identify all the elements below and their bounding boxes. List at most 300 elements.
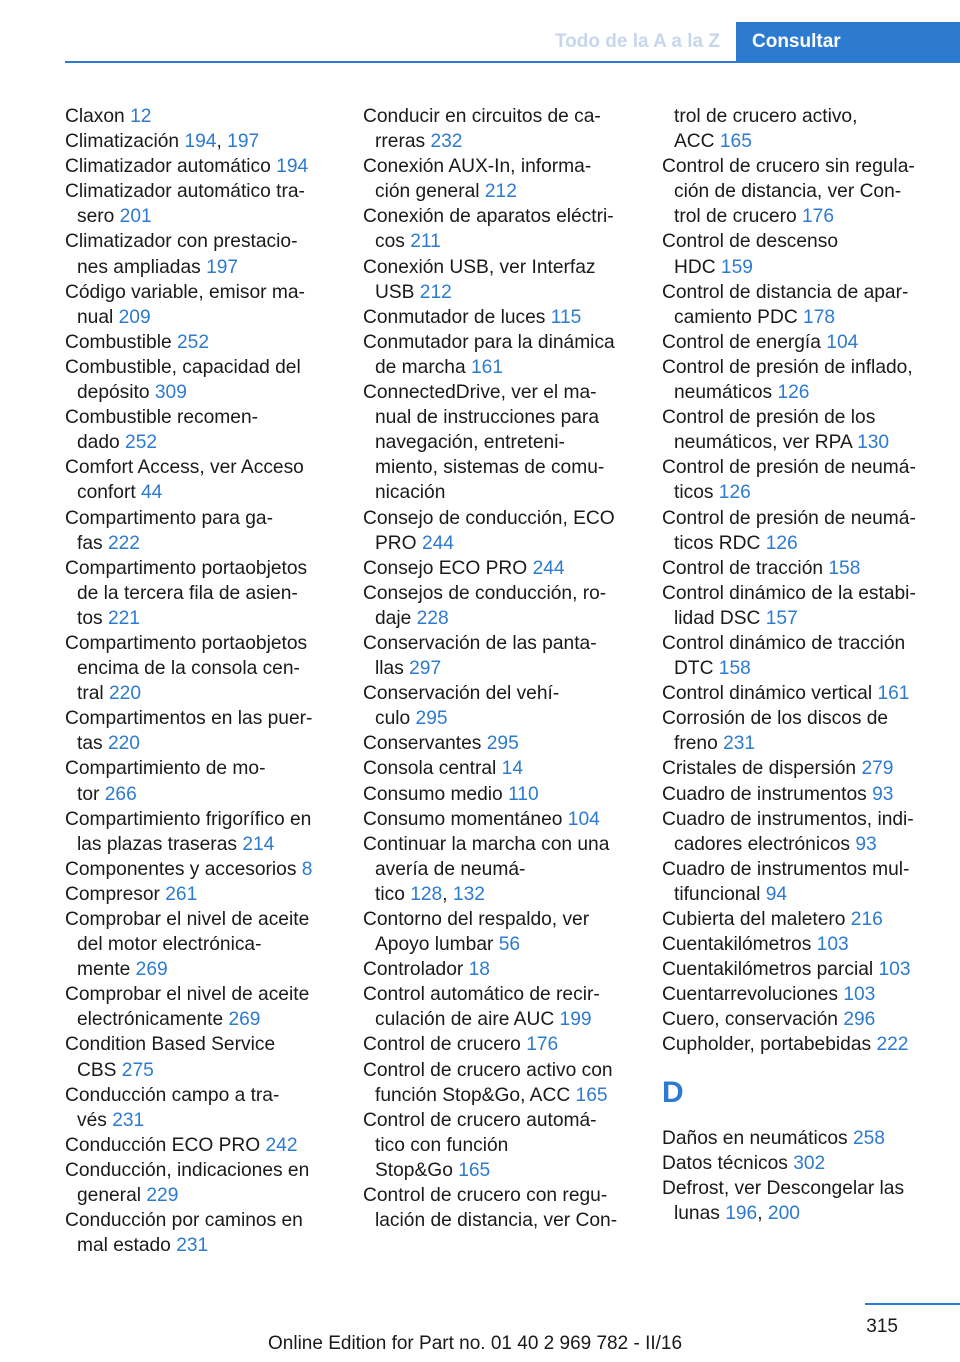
index-entry-text: DTC [674, 658, 714, 680]
index-entry-line [77, 305, 330, 330]
index-entry-line [77, 1183, 330, 1208]
index-entry-text: Cuentakilómetros [662, 934, 812, 956]
page-reference-link[interactable]: 18 [468, 959, 490, 981]
index-entry-line [375, 179, 628, 204]
index-entry-text: Componentes y accesorios [65, 858, 297, 880]
index-entry-text: general [77, 1185, 142, 1207]
page-reference-link[interactable]: 103 [878, 959, 911, 981]
page-reference-link[interactable]: 93 [855, 833, 877, 855]
index-entry-line [363, 982, 628, 1007]
index-entry-line [662, 455, 927, 480]
page-reference-link[interactable]: 197 [227, 131, 260, 153]
page-reference-link[interactable]: 231 [723, 733, 756, 755]
index-entry-text: Compartimento portaobjetos [65, 557, 308, 579]
index-entry-text: mente [77, 959, 131, 981]
page-reference-link[interactable]: 199 [559, 1009, 592, 1031]
index-entry [363, 756, 628, 781]
index-entry [662, 782, 927, 807]
index-entry-text: Conducción, indicaciones en [65, 1159, 310, 1181]
index-entry [65, 807, 330, 857]
page-reference-link[interactable]: 165 [575, 1084, 608, 1106]
index-entry-line [65, 631, 330, 656]
index-entry [363, 731, 628, 756]
index-entry-line: lunas 196, 200 [674, 1202, 800, 1224]
index-entry-text: trol de crucero [674, 206, 797, 228]
index-entry-line [65, 1083, 330, 1108]
index-entry-line [662, 330, 927, 355]
index-entry-line [77, 480, 330, 505]
index-entry [65, 1208, 330, 1258]
page-reference-link[interactable]: 297 [409, 658, 442, 680]
page-reference-link[interactable]: 220 [109, 683, 142, 705]
index-entry-line [662, 706, 927, 731]
index-entry-line [674, 104, 927, 129]
index-entry-text: Conmutador de luces [363, 306, 546, 328]
index-entry [363, 1058, 628, 1108]
index-entry-text: neumáticos [674, 382, 773, 404]
page-reference-link[interactable]: 222 [876, 1034, 909, 1056]
page-reference-link[interactable]: 165 [458, 1159, 491, 1181]
header-divider [65, 61, 960, 63]
index-entry-text: Consejo de conducción, ECO [363, 507, 615, 529]
index-entry-line [375, 455, 628, 480]
index-entry [65, 455, 330, 505]
index-entry-line [375, 129, 628, 154]
index-entry [65, 1133, 330, 1158]
page-reference-link[interactable]: 176 [526, 1034, 559, 1056]
index-entry [662, 857, 927, 907]
index-entry-line [662, 154, 927, 179]
index-entry-line [674, 204, 927, 229]
page-reference-link[interactable]: 258 [852, 1127, 885, 1149]
page-reference-link[interactable]: 269 [228, 1009, 261, 1031]
index-entry-text: ticos RDC [674, 532, 761, 554]
index-entry-text: trol de crucero activo, [674, 106, 858, 127]
index-entry-text: Conexión de aparatos eléctri- [363, 206, 614, 228]
index-entry [363, 957, 628, 982]
index-entry-text: Climatizador automático [65, 156, 271, 178]
index-entry-line [662, 506, 927, 531]
index-entry-text: Control de presión de neumá- [662, 507, 916, 529]
page-reference-link[interactable]: 126 [777, 382, 810, 404]
index-entry-text: neumáticos, ver RPA [674, 432, 852, 454]
index-column-3 [662, 104, 927, 1226]
page-reference-link[interactable]: 244 [421, 532, 454, 554]
index-entry-line [77, 430, 330, 455]
index-entry-text: HDC [674, 256, 716, 278]
index-entry-text: ticos [674, 482, 714, 504]
index-entry-text: electrónicamente [77, 1009, 224, 1031]
index-entry [363, 631, 628, 681]
index-entry [65, 882, 330, 907]
index-entry-text: ción general [375, 181, 480, 203]
index-entry-text: de la tercera fila de asien- [77, 582, 298, 604]
page-reference-link[interactable]: 252 [125, 432, 158, 454]
index-entry-line [375, 932, 628, 957]
index-entry [363, 1032, 628, 1057]
index-entry-line [674, 531, 927, 556]
page-reference-link[interactable]: 244 [532, 557, 565, 579]
index-entry-line [662, 957, 927, 982]
page-number: 315 [866, 1316, 898, 1337]
page-reference-link[interactable]: 212 [484, 181, 517, 203]
index-entry-text: CBS [77, 1059, 117, 1081]
index-entry-text: avería de neumá- [375, 858, 526, 880]
index-entry-text: Conexión AUX-In, informa- [363, 156, 592, 178]
page-reference-link[interactable]: 196 [725, 1202, 758, 1224]
index-entry [662, 280, 927, 330]
index-entry-line [363, 832, 628, 857]
index-entry [662, 104, 927, 154]
index-entry-line [363, 154, 628, 179]
page-reference-link[interactable]: 212 [419, 281, 452, 303]
index-entry-text: Claxon [65, 106, 125, 127]
index-entry [662, 1032, 927, 1057]
page-reference-link[interactable]: 231 [112, 1109, 145, 1131]
page-reference-link[interactable]: 200 [767, 1202, 800, 1224]
index-entry-line [65, 455, 330, 480]
index-entry-text: cos [375, 231, 405, 253]
index-entry [363, 506, 628, 556]
index-entry [65, 857, 330, 882]
index-entry-text: Cuero, conservación [662, 1009, 838, 1031]
index-entry-text: llas [375, 658, 404, 680]
index-entry-line [662, 280, 927, 305]
page-reference-link[interactable]: 159 [720, 256, 753, 278]
index-entry-line [65, 405, 330, 430]
index-entry-text: lidad DSC [674, 607, 761, 629]
index-entry-line [662, 756, 927, 781]
index-entry [65, 154, 330, 179]
index-entry-text: tico con función [375, 1134, 509, 1156]
index-entry-line [662, 907, 927, 932]
index-entry-text: USB [375, 281, 415, 303]
index-entry [65, 556, 330, 631]
index-entry-text: depósito [77, 382, 150, 404]
index-entry-text: Control de distancia de apar- [662, 281, 909, 303]
index-entry-line [363, 1032, 628, 1057]
index-entry-line [65, 982, 330, 1007]
index-entry-line [375, 405, 628, 430]
index-entry-line [662, 1151, 927, 1176]
index-entry-text: lación de distancia, ver Con- [375, 1210, 618, 1232]
index-entry [662, 1126, 927, 1151]
index-entry-text: daje [375, 607, 412, 629]
index-entry-line [363, 1108, 628, 1133]
page-reference-link[interactable]: 220 [107, 733, 140, 755]
index-entry-text: fas [77, 532, 103, 554]
index-entry-text: Control de presión de inflado, [662, 356, 913, 378]
index-entry-line [65, 882, 330, 907]
index-entry-line [65, 807, 330, 832]
index-entry-text: Control de crucero con regu- [363, 1185, 608, 1207]
index-entry-text: ción de distancia, ver Con- [674, 181, 902, 203]
index-entry-text: Comfort Access, ver Acceso [65, 457, 304, 479]
index-entry [363, 104, 628, 154]
index-entry [363, 907, 628, 957]
page-reference-link[interactable]: 161 [877, 683, 910, 705]
index-entry-text: Climatizador automático tra- [65, 181, 305, 203]
index-entry-text: Combustible [65, 331, 172, 353]
index-entry-text: tos [77, 607, 103, 629]
index-entry-line [674, 606, 927, 631]
index-entry-text: Datos técnicos [662, 1152, 788, 1174]
index-entry-text: Corrosión de los discos de [662, 708, 889, 730]
page-reference-link[interactable]: 231 [176, 1235, 209, 1257]
page-reference-link[interactable]: 209 [118, 306, 151, 328]
index-entry-text: Conexión USB, ver Interfaz [363, 256, 596, 278]
index-entry [662, 932, 927, 957]
index-entry-text: Daños en neumáticos [662, 1127, 848, 1149]
index-entry-line [77, 832, 330, 857]
index-entry-line [363, 204, 628, 229]
page-reference-link[interactable]: 229 [146, 1185, 179, 1207]
index-entry-text: Cupholder, portabebidas [662, 1034, 872, 1056]
index-entry [363, 380, 628, 505]
page-reference-link[interactable]: 130 [857, 432, 890, 454]
index-entry-line [375, 1083, 628, 1108]
index-entry-line [77, 204, 330, 229]
index-entry-line [363, 1058, 628, 1083]
index-entry-text: de marcha [375, 356, 466, 378]
index-entry-line [77, 656, 330, 681]
index-entry-line [662, 982, 927, 1007]
page-reference-link[interactable]: 94 [765, 883, 788, 905]
index-entry-line [65, 280, 330, 305]
index-entry [363, 581, 628, 631]
index-entry-text: Control de tracción [662, 557, 824, 579]
index-entry-text: función Stop&Go, ACC [375, 1084, 571, 1106]
index-entry-line [674, 882, 927, 907]
index-entry-text: nes ampliadas [77, 256, 201, 278]
index-entry-line [77, 1058, 330, 1083]
index-entry [65, 405, 330, 455]
index-entry-text: rreras [375, 131, 426, 153]
index-entry-line [77, 782, 330, 807]
index-entry-text: Control dinámico de tracción [662, 632, 906, 654]
page-reference-link[interactable]: 269 [135, 959, 168, 981]
page-reference-link[interactable]: 266 [104, 783, 137, 805]
index-entry-line [363, 556, 628, 581]
index-entry-line [662, 631, 927, 656]
page-reference-link[interactable]: 8 [301, 858, 313, 880]
index-entry-line [65, 355, 330, 380]
index-entry-text: Cuentarrevoluciones [662, 984, 838, 1006]
index-entry [662, 1007, 927, 1032]
page-reference-link[interactable]: 158 [828, 557, 861, 579]
index-entry-text: Control de energía [662, 331, 821, 353]
index-entry-text: sero [77, 206, 115, 228]
page-reference-link[interactable]: 194 [276, 156, 309, 178]
page-reference-link[interactable]: 126 [765, 532, 798, 554]
page-reference-link[interactable]: 44 [141, 482, 163, 504]
index-entry-text: Comprobar el nivel de aceite [65, 984, 310, 1006]
index-entry-line [65, 104, 330, 129]
index-entry [363, 832, 628, 907]
page-reference-link[interactable]: 232 [430, 131, 463, 153]
index-entry [65, 104, 330, 129]
index-entry [662, 556, 927, 581]
index-entry-text: Conservantes [363, 733, 482, 755]
index-entry [65, 355, 330, 405]
page-reference-link[interactable]: 242 [265, 1134, 298, 1156]
index-entry-line [65, 1158, 330, 1183]
index-entry-text: Conducción por caminos en [65, 1210, 303, 1232]
index-entry [662, 455, 927, 505]
index-entry [65, 756, 330, 806]
page-reference-link[interactable]: 201 [119, 206, 152, 228]
index-entry [662, 355, 927, 405]
index-entry [363, 681, 628, 731]
index-entry [65, 1083, 330, 1133]
index-entry-line [363, 807, 628, 832]
index-entry-text: miento, sistemas de comu- [375, 457, 605, 479]
index-entry-line [77, 932, 330, 957]
page-reference-link[interactable]: 103 [816, 934, 849, 956]
index-entry-text: Contorno del respaldo, ver [363, 909, 590, 930]
page-reference-link[interactable]: 302 [793, 1152, 826, 1174]
page-reference-link[interactable]: 158 [718, 658, 751, 680]
page-reference-link[interactable]: 261 [165, 883, 198, 905]
page-reference-link[interactable]: 211 [410, 231, 441, 253]
index-entry-text: Cuadro de instrumentos mul- [662, 858, 910, 880]
page-reference-link[interactable]: 295 [486, 733, 519, 755]
index-entry-line [363, 330, 628, 355]
page-reference-link[interactable]: 178 [803, 306, 836, 328]
index-entry [65, 129, 330, 154]
index-entry-text: Consumo momentáneo [363, 808, 563, 830]
index-entry-text: cadores electrónicos [674, 833, 850, 855]
index-entry-line [662, 681, 927, 706]
page-reference-link[interactable]: 103 [843, 984, 876, 1006]
index-entry-line [363, 305, 628, 330]
page-reference-link[interactable]: 93 [872, 783, 894, 805]
index-entry-line [662, 405, 927, 430]
index-entry-text: culo [375, 708, 411, 730]
index-entry-line [662, 857, 927, 882]
page-reference-link[interactable]: 110 [508, 783, 539, 805]
page-reference-link[interactable]: 296 [843, 1009, 876, 1031]
index-entry-line [363, 782, 628, 807]
page-reference-link[interactable]: 12 [130, 106, 152, 127]
page-reference-link[interactable]: 309 [154, 382, 187, 404]
index-entry-line [375, 430, 628, 455]
page-reference-link[interactable]: 115 [550, 306, 582, 328]
index-entry [65, 506, 330, 556]
page-reference-link[interactable]: 165 [719, 131, 752, 153]
index-entry-line [65, 179, 330, 204]
index-entry-line [65, 330, 330, 355]
index-entry-text: Compartimentos en las puer- [65, 708, 313, 730]
index-entry-line [375, 480, 628, 505]
page-reference-link[interactable]: 194 [184, 131, 217, 153]
index-entry [662, 154, 927, 229]
index-entry-line [65, 229, 330, 254]
index-entry-text: Cristales de dispersión [662, 758, 857, 780]
page-reference-link[interactable]: 216 [850, 909, 883, 930]
index-entry [662, 706, 927, 756]
index-entry-line [674, 832, 927, 857]
index-entry-line [662, 932, 927, 957]
index-entry-text: freno [674, 733, 718, 755]
index-entry-line [674, 731, 927, 756]
index-entry-text: Control dinámico vertical [662, 683, 873, 705]
page-reference-link[interactable]: 176 [801, 206, 834, 228]
page-reference-link[interactable]: 295 [415, 708, 448, 730]
page-reference-link[interactable]: 275 [121, 1059, 154, 1081]
index-entry-line [363, 681, 628, 706]
index-entry-line [375, 1158, 628, 1183]
index-entry-text: del motor electrónica- [77, 934, 262, 956]
index-entry-line [662, 782, 927, 807]
index-entry-line [363, 907, 628, 932]
index-entry-line [65, 706, 330, 731]
page-reference-link[interactable]: 222 [107, 532, 140, 554]
index-entry-line [674, 179, 927, 204]
page-reference-link[interactable]: 104 [826, 331, 859, 353]
page-reference-link[interactable]: 252 [177, 331, 210, 353]
page-reference-link[interactable]: 126 [718, 482, 751, 504]
page-reference-link[interactable]: 279 [861, 758, 894, 780]
index-entry-line [363, 104, 628, 129]
page-reference-link[interactable]: 132 [452, 883, 485, 905]
index-entry-line [662, 355, 927, 380]
index-entry-text: Combustible recomen- [65, 407, 259, 429]
index-entry-line [363, 631, 628, 656]
index-entry [65, 631, 330, 706]
index-entry-line [65, 1208, 330, 1233]
index-entry-line [375, 280, 628, 305]
index-entry [662, 229, 927, 279]
index-entry [363, 154, 628, 204]
index-entry [65, 1158, 330, 1208]
index-entry-text: Controlador [363, 959, 464, 981]
index-entry-line [674, 430, 927, 455]
page-reference-link[interactable]: 221 [107, 607, 140, 629]
index-entry [662, 957, 927, 982]
page-reference-link[interactable]: 228 [416, 607, 449, 629]
index-entry-line [363, 506, 628, 531]
index-entry-line [77, 531, 330, 556]
index-entry-text: Control dinámico de la estabi- [662, 582, 916, 604]
page-reference-link[interactable]: 128 [410, 883, 443, 905]
page-reference-link[interactable]: 14 [501, 758, 524, 780]
index-entry-line [77, 731, 330, 756]
page-reference-link[interactable]: 104 [567, 808, 600, 830]
page-reference-link[interactable]: 214 [242, 833, 275, 855]
index-entry-line [662, 229, 927, 254]
index-entry-line [77, 681, 330, 706]
index-entry-line [65, 907, 330, 932]
index-entry-text: camiento PDC [674, 306, 798, 328]
index-entry-line [375, 857, 628, 882]
index-entry-text: Compartimiento de mo- [65, 758, 266, 780]
page-reference-link[interactable]: 161 [471, 356, 504, 378]
index-entry-text: tifuncional [674, 883, 761, 905]
page-reference-link[interactable]: 197 [206, 256, 239, 278]
index-entry-line [65, 1032, 330, 1057]
index-entry [662, 982, 927, 1007]
index-entry-text: Comprobar el nivel de aceite [65, 909, 310, 930]
index-entry-text: tas [77, 733, 103, 755]
page-reference-link[interactable]: 157 [765, 607, 798, 629]
index-entry [363, 1108, 628, 1183]
page-reference-link[interactable]: 56 [498, 934, 521, 956]
index-entry-text: Compartimento para ga- [65, 507, 273, 529]
index-entry-line: Climatización 194, 197 [65, 131, 260, 153]
index-entry-text: tor [77, 783, 100, 805]
index-entry-text: Consola central [363, 758, 497, 780]
